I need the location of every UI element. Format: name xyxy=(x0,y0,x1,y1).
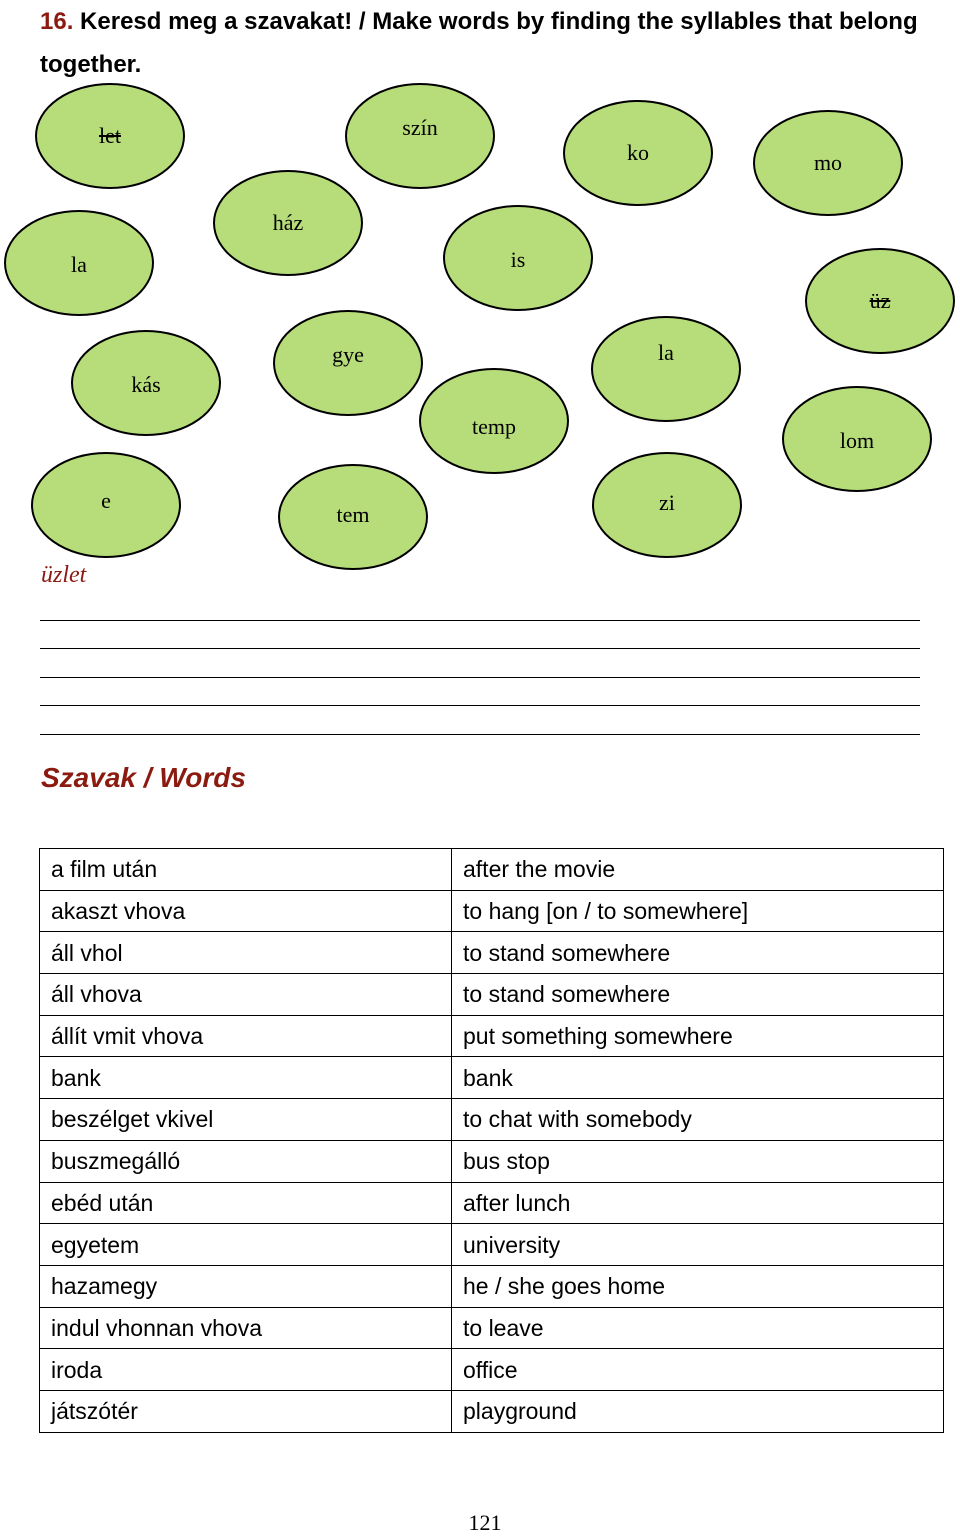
syllable-text: la xyxy=(658,340,674,365)
syllable-bubble[interactable] xyxy=(4,210,154,316)
table-row xyxy=(40,1224,944,1266)
syllable-text: is xyxy=(510,247,526,272)
english-translation: to stand somewhere xyxy=(452,974,944,1016)
syllable-bubble[interactable] xyxy=(213,170,363,276)
answer-line[interactable] xyxy=(40,705,920,706)
syllable-bubble[interactable] xyxy=(278,464,428,570)
hungarian-word: állít vmit vhova xyxy=(40,1015,452,1057)
section-heading: Szavak / Words xyxy=(41,762,246,793)
syllable-text: gye xyxy=(332,342,364,367)
exercise-number: 16. xyxy=(40,8,74,35)
syllable-text: tem xyxy=(336,502,370,527)
syllable-text: la xyxy=(71,252,87,277)
english-translation: to hang [on / to somewhere] xyxy=(452,890,944,932)
table-row xyxy=(40,890,944,932)
english-translation: university xyxy=(452,1224,944,1266)
syllable-text: kás xyxy=(131,372,161,397)
example-answer: üzlet xyxy=(41,562,87,588)
syllable-text: zi xyxy=(659,490,675,515)
hungarian-word: iroda xyxy=(40,1349,452,1391)
hungarian-word: akaszt vhova xyxy=(40,890,452,932)
table-row xyxy=(40,1307,944,1349)
english-translation: put something somewhere xyxy=(452,1015,944,1057)
hungarian-word: játszótér xyxy=(40,1390,452,1432)
english-translation: to leave xyxy=(452,1307,944,1349)
syllable-text: mo xyxy=(813,150,843,175)
english-translation: office xyxy=(452,1349,944,1391)
syllable-text: üz xyxy=(869,288,891,313)
syllable-bubble[interactable] xyxy=(753,110,903,216)
hungarian-word: egyetem xyxy=(40,1224,452,1266)
english-translation: bus stop xyxy=(452,1140,944,1182)
syllable-bubble[interactable] xyxy=(71,330,221,436)
syllable-text: ház xyxy=(272,210,304,235)
english-translation: to stand somewhere xyxy=(452,932,944,974)
table-row xyxy=(40,1140,944,1182)
table-row xyxy=(40,1265,944,1307)
table-row xyxy=(40,1099,944,1141)
syllable-bubble[interactable] xyxy=(805,248,955,354)
hungarian-word: ebéd után xyxy=(40,1182,452,1224)
syllable-bubble[interactable] xyxy=(563,100,713,206)
table-row xyxy=(40,932,944,974)
hungarian-word: áll vhova xyxy=(40,974,452,1016)
syllable-text: lom xyxy=(839,428,875,453)
hungarian-word: hazamegy xyxy=(40,1265,452,1307)
english-translation: playground xyxy=(452,1390,944,1432)
answer-line[interactable] xyxy=(40,648,920,649)
syllable-bubble[interactable] xyxy=(31,452,181,558)
syllable-bubble[interactable] xyxy=(345,83,495,189)
english-translation: after lunch xyxy=(452,1182,944,1224)
exercise-instruction: Keresd meg a szavakat! / Make words by finding the syllables that belong together. xyxy=(40,8,918,78)
english-translation: after the movie xyxy=(452,849,944,891)
answer-line[interactable] xyxy=(40,677,920,678)
english-translation: bank xyxy=(452,1057,944,1099)
hungarian-word: bank xyxy=(40,1057,452,1099)
table-row xyxy=(40,1182,944,1224)
table-row xyxy=(40,1057,944,1099)
english-translation: to chat with somebody xyxy=(452,1099,944,1141)
hungarian-word: indul vhonnan vhova xyxy=(40,1307,452,1349)
table-row xyxy=(40,1349,944,1391)
syllable-text: let xyxy=(99,123,121,148)
syllable-bubble[interactable] xyxy=(273,310,423,416)
hungarian-word: a film után xyxy=(40,849,452,891)
exercise-title xyxy=(40,0,920,86)
english-translation: he / she goes home xyxy=(452,1265,944,1307)
syllable-bubble[interactable] xyxy=(592,452,742,558)
syllable-bubble[interactable] xyxy=(443,205,593,311)
syllable-bubble[interactable] xyxy=(782,386,932,492)
syllable-text: ko xyxy=(627,140,649,165)
page-number: 121 xyxy=(468,1510,502,1535)
hungarian-word: buszmegálló xyxy=(40,1140,452,1182)
table-row xyxy=(40,849,944,891)
syllable-text: temp xyxy=(472,414,516,439)
syllable-text: e xyxy=(101,488,111,513)
answer-line[interactable] xyxy=(40,734,920,735)
syllable-bubble[interactable] xyxy=(591,316,741,422)
table-row xyxy=(40,1015,944,1057)
table-row xyxy=(40,974,944,1016)
syllable-bubble[interactable] xyxy=(419,368,569,474)
hungarian-word: áll vhol xyxy=(40,932,452,974)
vocabulary-table xyxy=(39,848,944,1433)
answer-line[interactable] xyxy=(40,620,920,621)
syllable-bubble[interactable] xyxy=(35,83,185,189)
table-row xyxy=(40,1390,944,1432)
syllable-text: szín xyxy=(402,115,438,140)
hungarian-word: beszélget vkivel xyxy=(40,1099,452,1141)
